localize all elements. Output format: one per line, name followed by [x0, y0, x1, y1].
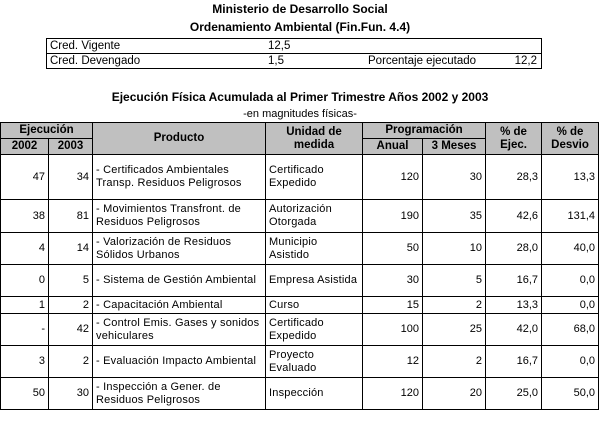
cell-producto: - Movimientos Transfront. de Residuos Peligrosos	[93, 200, 266, 233]
cell-2003: 42	[49, 314, 93, 346]
cell-pct-ejec: 42,0	[486, 314, 542, 346]
cell-2003: 2	[49, 297, 93, 314]
cell-producto: - Evaluación Impacto Ambiental	[93, 346, 266, 378]
cell-producto: - Capacitación Ambiental	[93, 297, 266, 314]
cell-2003: 30	[49, 378, 93, 410]
cred-devengado-label: Cred. Devengado	[50, 55, 141, 67]
cell-unidad: Certificado Expedido	[266, 314, 363, 346]
cell-2002: 50	[1, 378, 49, 410]
cell-2003: 5	[49, 265, 93, 297]
cell-anual: 190	[363, 200, 423, 233]
cell-unidad: Municipio Asistido	[266, 233, 363, 265]
cell-anual: 12	[363, 346, 423, 378]
cell-pct-ejec: 42,6	[486, 200, 542, 233]
cell-unidad: Certificado Expedido	[266, 155, 363, 200]
header-producto: Producto	[93, 123, 266, 155]
credits-box	[46, 38, 542, 69]
cell-2003: 81	[49, 200, 93, 233]
cell-pct-ejec: 28,0	[486, 233, 542, 265]
cell-3-meses: 10	[423, 233, 486, 265]
unit-note: -en magnitudes físicas-	[243, 108, 357, 120]
header-2002: 2002	[1, 139, 49, 155]
cell-pct-ejec: 16,7	[486, 346, 542, 378]
cell-pct-desvio: 131,4	[542, 200, 599, 233]
header-anual: Anual	[363, 139, 423, 155]
cell-unidad: Inspección	[266, 378, 363, 410]
section-title: Ejecución Física Acumulada al Primer Trimestre Años 2002 y 2003	[111, 90, 489, 104]
cell-anual: 120	[363, 155, 423, 200]
cell-anual: 120	[363, 378, 423, 410]
cell-3-meses: 25	[423, 314, 486, 346]
cred-vigente-value: 12,5	[268, 40, 291, 52]
cell-2002: 1	[1, 297, 49, 314]
ministry-title: Ministerio de Desarrollo Social	[212, 2, 388, 16]
header-pct-ejec: % de Ejec.	[486, 123, 542, 155]
table-row	[1, 378, 599, 410]
cell-pct-desvio: 68,0	[542, 314, 599, 346]
header-2003: 2003	[49, 139, 93, 155]
cell-producto: - Certificados Ambientales Transp. Residuos Peligrosos	[93, 155, 266, 200]
cell-3-meses: 5	[423, 265, 486, 297]
cell-pct-ejec: 13,3	[486, 297, 542, 314]
cell-3-meses: 35	[423, 200, 486, 233]
cell-anual: 15	[363, 297, 423, 314]
cell-unidad: Proyecto Evaluado	[266, 346, 363, 378]
header-programacion: Programación	[363, 123, 486, 139]
cell-anual: 100	[363, 314, 423, 346]
cred-devengado-value: 1,5	[268, 55, 284, 67]
header-ejecucion: Ejecución	[1, 123, 93, 139]
cell-2002: 38	[1, 200, 49, 233]
cell-unidad: Empresa Asistida	[266, 265, 363, 297]
cell-3-meses: 2	[423, 297, 486, 314]
cell-pct-desvio: 0,0	[542, 265, 599, 297]
table-row	[1, 265, 599, 297]
cell-2002: -	[1, 314, 49, 346]
cell-2003: 34	[49, 155, 93, 200]
cell-pct-ejec: 25,0	[486, 378, 542, 410]
table-row	[1, 233, 599, 265]
cell-unidad: Autorización Otorgada	[266, 200, 363, 233]
table-row	[1, 346, 599, 378]
table-row	[1, 314, 599, 346]
cred-vigente-label: Cred. Vigente	[50, 40, 121, 52]
cell-2002: 0	[1, 265, 49, 297]
porcentaje-value: 12,2	[514, 55, 537, 67]
cell-3-meses: 30	[423, 155, 486, 200]
cell-2002: 4	[1, 233, 49, 265]
table-row	[1, 155, 599, 200]
cell-anual: 50	[363, 233, 423, 265]
cell-pct-ejec: 28,3	[486, 155, 542, 200]
cell-pct-desvio: 40,0	[542, 233, 599, 265]
table-row	[1, 200, 599, 233]
header-pct-desvio: % de Desvio	[542, 123, 599, 155]
header-3-meses: 3 Meses	[423, 139, 486, 155]
cell-pct-desvio: 50,0	[542, 378, 599, 410]
cell-producto: - Inspección a Gener. de Residuos Peligrosos	[93, 378, 266, 410]
header-unidad: Unidad de medida	[266, 123, 363, 155]
program-subtitle: Ordenamiento Ambiental (Fin.Fun. 4.4)	[189, 20, 411, 34]
cell-3-meses: 20	[423, 378, 486, 410]
cell-producto: - Sistema de Gestión Ambiental	[93, 265, 266, 297]
cell-pct-ejec: 16,7	[486, 265, 542, 297]
cell-pct-desvio: 0,0	[542, 346, 599, 378]
table-row	[1, 297, 599, 314]
cell-pct-desvio: 0,0	[542, 297, 599, 314]
cell-2003: 2	[49, 346, 93, 378]
cell-2002: 3	[1, 346, 49, 378]
cell-3-meses: 2	[423, 346, 486, 378]
cell-2003: 14	[49, 233, 93, 265]
cell-unidad: Curso	[266, 297, 363, 314]
cell-anual: 30	[363, 265, 423, 297]
execution-table	[0, 122, 599, 410]
cell-pct-desvio: 13,3	[542, 155, 599, 200]
cell-producto: - Control Emis. Gases y sonidos vehiculares	[93, 314, 266, 346]
cell-producto: - Valorización de Residuos Sólidos Urbanos	[93, 233, 266, 265]
cell-2002: 47	[1, 155, 49, 200]
porcentaje-label: Porcentaje ejecutado	[368, 55, 477, 67]
